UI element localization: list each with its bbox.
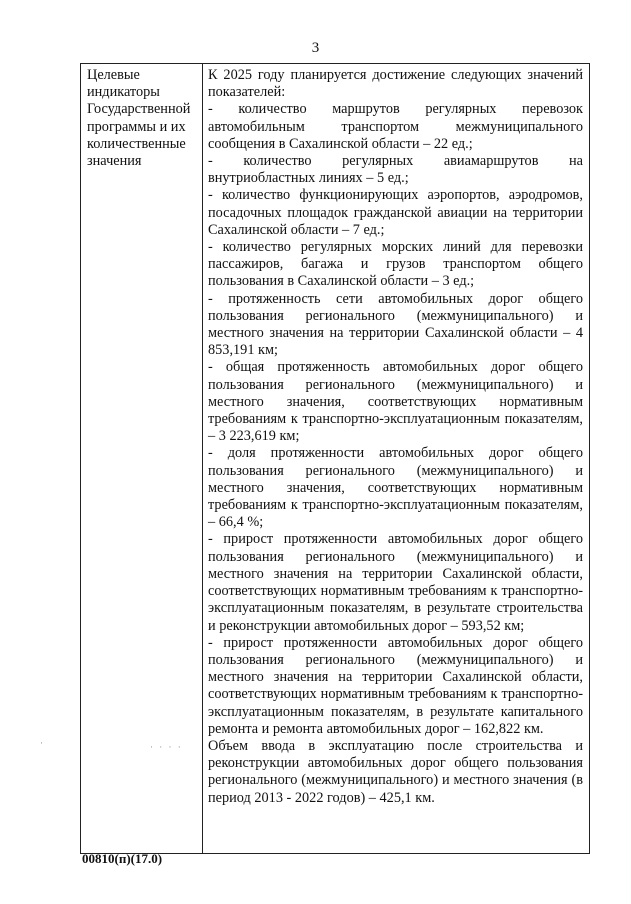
table-label-cell: Целевые индикаторы Государственной программы и их количественные значения [81,64,203,853]
closing-text: Объем ввода в эксплуатацию после строительства и реконструкции автомобильных дорог общего пользования регионального (межмуниципального) и местного значения (в период 2013 - 2022 годов) – 425,1 км. [208,737,583,806]
indicator-item: - количество маршрутов регулярных перевозок автомобильным транспортом межмуниципального сообщения в Сахалинской области – 22 ед.; [208,101,583,152]
indicator-item: - количество регулярных авиамаршрутов на внутриобластных линиях – 5 ед.; [208,153,583,187]
intro-text: К 2025 году планируется достижение следующих значений показателей: [208,67,583,101]
indicator-item: - количество функционирующих аэропортов, аэродромов, посадочных площадок гражданской авиации на территории Сахалинской области – 7 ед.; [208,187,583,238]
page-number: 3 [311,40,320,56]
scan-artifact: · [40,738,45,748]
indicator-item: - прирост протяженности автомобильных дорог общего пользования регионального (межмуниципального) и местного значения на территории Сахалинской области, соответствующих нормативным требованиям к транспортно-эксплуатационным показателям, в результате капитального ремонта и ремонта автомобильных дорог – 162,822 км. [208,634,583,737]
scan-artifact: · · · · [150,742,183,752]
indicator-table [80,63,590,854]
document-code: 00810(п)(17.0) [82,851,163,866]
indicator-item: - количество регулярных морских линий для перевозки пассажиров, багажа и грузов транспортом общего пользования в Сахалинской области – 3 ед.; [208,239,583,290]
indicator-item: - общая протяженность автомобильных дорог общего пользования регионального (межмуниципального) и местного значения, соответствующих нормативным требованиям к транспортно-эксплуатационным показателям, – 3 223,619 км; [208,359,583,445]
indicator-item: - доля протяженности автомобильных дорог общего пользования регионального (межмуниципального) и местного значения, соответствующих нормативным требованиям к транспортно-эксплуатационным показателям, – 66,4 %; [208,445,583,531]
indicator-item: - протяженность сети автомобильных дорог общего пользования регионального (межмуниципального) и местного значения на территории Сахалинской области – 4 853,191 км; [208,290,583,359]
indicator-item: - прирост протяженности автомобильных дорог общего пользования регионального (межмуниципального) и местного значения на территории Сахалинской области, соответствующих нормативным требованиям к транспортно-эксплуатационным показателям, в результате строительства и реконструкции автомобильных дорог – 593,52 км; [208,531,583,634]
table-value-cell [203,64,589,853]
